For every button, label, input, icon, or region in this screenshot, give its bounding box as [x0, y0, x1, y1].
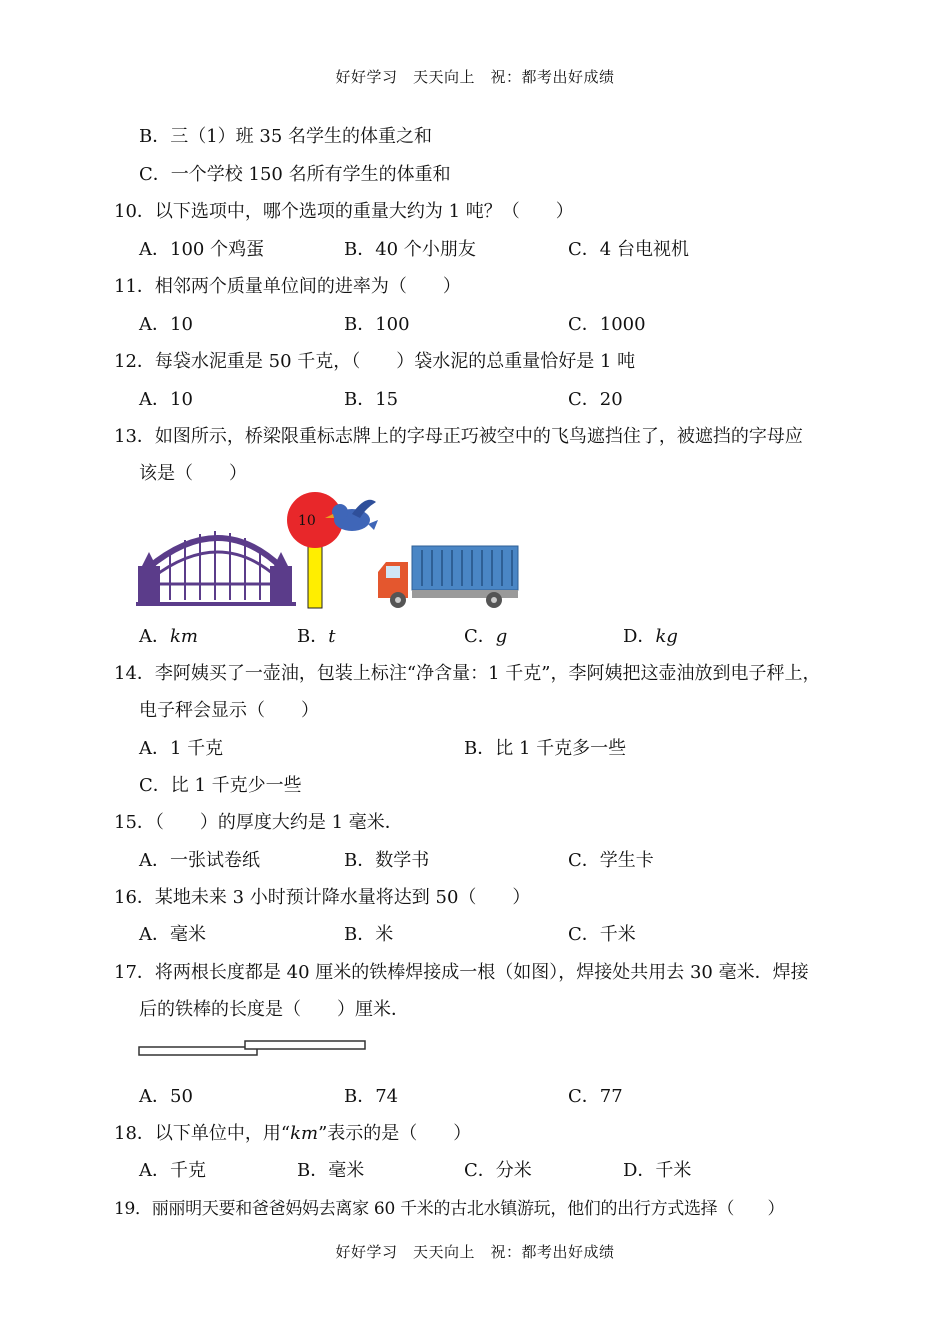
q14-option-a: A．1 千克	[139, 738, 224, 759]
q12-option-b: B．15	[344, 389, 399, 410]
bridge-illustration	[136, 531, 296, 606]
q11-option-b: B．100	[344, 314, 410, 335]
q13-option-a-label: A．	[139, 626, 170, 647]
q18-option-d: D．千米	[623, 1160, 692, 1181]
truck-illustration	[378, 546, 518, 608]
q12-text: 12．每袋水泥重是 50 千克，（ ）袋水泥的总重量恰好是 1 吨	[114, 351, 636, 372]
q16-option-a: A．毫米	[139, 924, 206, 945]
q10-option-a: A．100 个鸡蛋	[139, 239, 265, 260]
sign-text: 10	[298, 513, 316, 529]
q13-option-d-value: kg	[655, 626, 678, 647]
q14-option-c: C．比 1 千克少一些	[139, 775, 302, 796]
q13-option-a-value: km	[170, 626, 198, 647]
q17-text-line2: 后的铁棒的长度是（ ）厘米．	[139, 999, 409, 1020]
q17-option-b: B．74	[344, 1086, 399, 1107]
q17-text-line1: 17．将两根长度都是 40 厘米的铁棒焊接成一根（如图），焊接处共用去 30 毫米．焊接	[114, 962, 809, 983]
q18-text	[114, 1119, 471, 1145]
page-footer: 好好学习 天天向上 祝：都考出好成绩	[335, 1243, 615, 1261]
q9-option-b: B．三（1）班 35 名学生的体重之和	[139, 126, 433, 147]
q15-text: 15．（ ）的厚度大约是 1 毫米．	[114, 812, 403, 833]
q18-unit: km	[290, 1123, 319, 1144]
q18-option-b: B．毫米	[297, 1160, 365, 1181]
q12-option-a: A．10	[139, 389, 193, 410]
q19-text: 19．丽丽明天要和爸爸妈妈去离家 60 千米的古北水镇游玩，他们的出行方式选择（ ）	[114, 1199, 785, 1219]
q16-option-c: C．千米	[568, 924, 636, 945]
q17-option-c: C．77	[568, 1086, 623, 1107]
q18-text-post: ”表示的是（ ）	[318, 1123, 472, 1144]
q13-option-a	[139, 622, 198, 648]
q15-option-c: C．学生卡	[568, 850, 654, 871]
q13-option-d	[623, 622, 678, 648]
q13-option-b-value: t	[328, 626, 336, 647]
q11-text: 11．相邻两个质量单位间的进率为（ ）	[114, 276, 461, 297]
q13-text-line1: 13．如图所示，桥梁限重标志牌上的字母正巧被空中的飞鸟遮挡住了，被遮挡的字母应	[114, 426, 803, 447]
q12-option-c: C．20	[568, 389, 623, 410]
q14-text-line1: 14．李阿姨买了一壶油，包装上标注“净含量：1 千克”，李阿姨把这壶油放到电子秤上，	[114, 663, 821, 684]
q16-option-b: B．米	[344, 924, 394, 945]
q13-option-b	[297, 622, 335, 648]
q15-option-b: B．数学书	[344, 850, 430, 871]
q10-option-b: B．40 个小朋友	[344, 239, 476, 260]
q10-option-c: C．4 台电视机	[568, 239, 689, 260]
page-header: 好好学习 天天向上 祝：都考出好成绩	[335, 68, 615, 86]
q14-text-line2: 电子秤会显示（ ）	[139, 700, 319, 721]
q9-option-c: C．一个学校 150 名所有学生的体重和	[139, 164, 451, 185]
q18-text-pre: 18．以下单位中，用“	[114, 1123, 291, 1144]
q18-option-c: C．分米	[464, 1160, 532, 1181]
q13-figure	[130, 488, 530, 613]
q13-option-b-label: B．	[297, 626, 329, 647]
q13-text-line2: 该是（ ）	[139, 463, 247, 484]
q13-option-c-label: C．	[464, 626, 496, 647]
q10-text: 10．以下选项中，哪个选项的重量大约为 1 吨？（ ）	[114, 201, 574, 222]
q13-option-c-value: g	[495, 626, 508, 647]
q14-option-b: B．比 1 千克多一些	[464, 738, 627, 759]
q16-text: 16．某地未来 3 小时预计降水量将达到 50（ ）	[114, 887, 531, 908]
q11-option-c: C．1000	[568, 314, 646, 335]
q15-option-a: A．一张试卷纸	[139, 850, 260, 871]
q18-option-a: A．千克	[139, 1160, 206, 1181]
q13-option-d-label: D．	[623, 626, 656, 647]
q17-option-a: A．50	[139, 1086, 193, 1107]
q11-option-a: A．10	[139, 314, 193, 335]
q13-option-c	[464, 622, 507, 648]
welded-rods-diagram	[137, 1038, 369, 1060]
